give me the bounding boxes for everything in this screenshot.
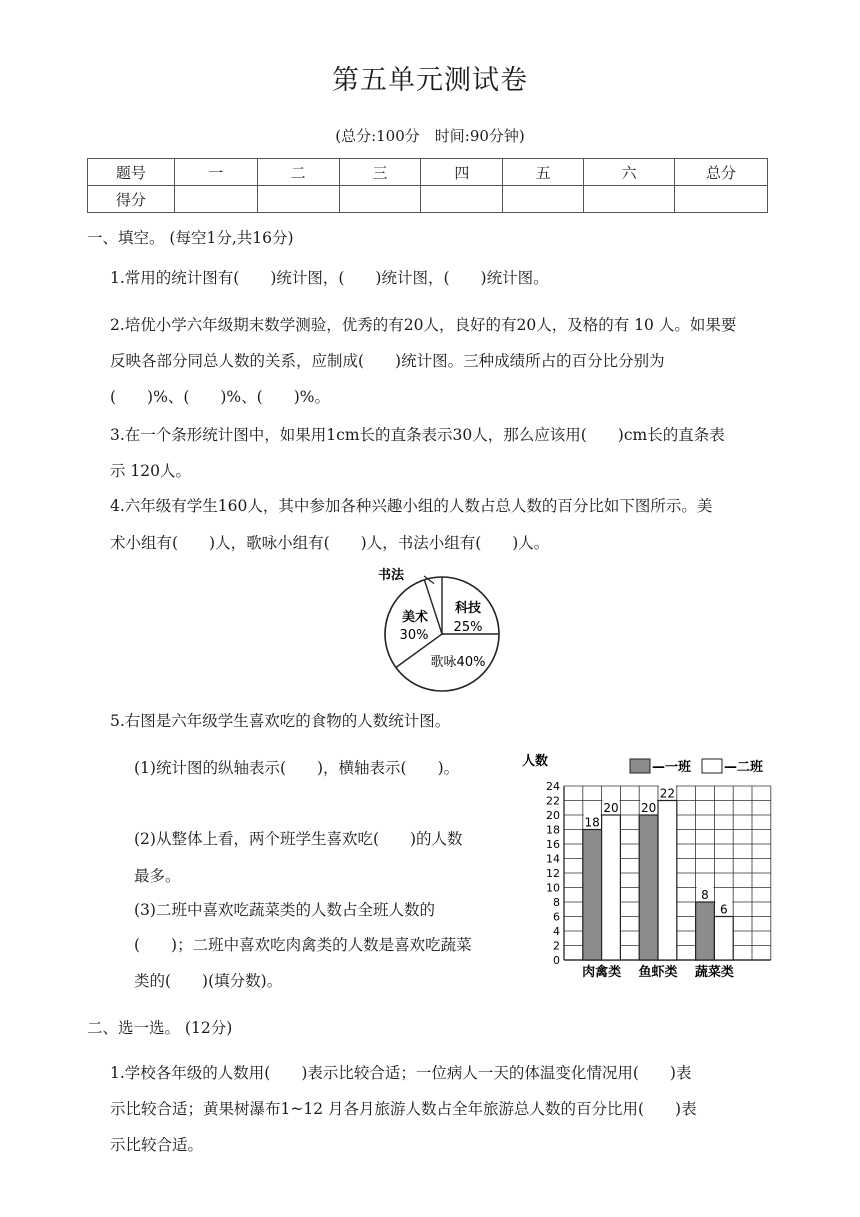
- question-1-4-line1: 4.六年级有学生160人，其中参加各种兴趣小组的人数占总人数的百分比如下图所示。美: [110, 497, 713, 515]
- bar-value-label: 6: [719, 902, 728, 917]
- y-tick-label: 2: [553, 939, 560, 953]
- header-cell: 五: [503, 159, 584, 186]
- x-category-label: 鱼虾类: [638, 965, 678, 980]
- question-1-5-2-line1: (2)从整体上看，两个班学生喜欢吃( )的人数: [134, 830, 463, 848]
- slice-label-geyong: 歌咏40%: [430, 655, 486, 670]
- y-tick-label: 4: [553, 925, 560, 938]
- section1-heading: 一、填空。 (每空1分,共16分): [87, 229, 294, 247]
- header-cell: 总分: [675, 159, 768, 186]
- question-2-1-line2: 示比较合适；黄果树瀑布1~12 月各月旅游人数占全年旅游总人数的百分比用( )表: [110, 1100, 697, 1118]
- score-cell[interactable]: [257, 186, 339, 213]
- question-1-5-1: (1)统计图的纵轴表示( )，横轴表示( )。: [134, 759, 460, 777]
- question-2-1-line3: 示比较合适。: [110, 1136, 204, 1154]
- score-table-score-row: [88, 186, 768, 213]
- legend-label-1: —一班: [652, 760, 692, 775]
- slice-label-shufa: 书法: [378, 568, 405, 583]
- question-1-4-line2: 术小组有( )人，歌咏小组有( )人，书法小组有( )人。: [110, 534, 550, 552]
- score-table-header-row: [88, 159, 768, 186]
- question-1-1: 1.常用的统计图有( )统计图，( )统计图，( )统计图。: [110, 269, 549, 287]
- legend-label-2: —二班: [724, 760, 764, 775]
- y-tick-label: 16: [546, 838, 560, 851]
- header-cell: 一: [174, 159, 257, 186]
- bar-2: [602, 815, 621, 960]
- score-cell[interactable]: [675, 186, 768, 213]
- score-cell[interactable]: [584, 186, 675, 213]
- question-1-5-3-line3: 类的( )(填分数)。: [134, 972, 283, 990]
- header-cell: 四: [421, 159, 503, 186]
- question-1-5-3-line2: ( )；二班中喜欢吃肉禽类的人数是喜欢吃蔬菜: [134, 936, 472, 954]
- question-1-2-line3: ( )%、( )%、( )%。: [110, 388, 330, 406]
- bar-2: [714, 917, 733, 961]
- y-tick-label: 12: [546, 867, 560, 880]
- x-category-label: 蔬菜类: [694, 965, 734, 980]
- bar-2: [658, 801, 677, 961]
- score-cell[interactable]: [421, 186, 503, 213]
- bar-value-label: 22: [659, 786, 676, 801]
- slice-value-keji: 25%: [453, 620, 483, 635]
- header-cell: 二: [257, 159, 339, 186]
- header-cell: 六: [584, 159, 675, 186]
- score-cell[interactable]: [339, 186, 421, 213]
- slice-value-meishu: 30%: [399, 628, 429, 643]
- question-1-2-line1: 2.培优小学六年级期末数学测验，优秀的有20人，良好的有20人，及格的有 10 人。如果要: [110, 316, 737, 334]
- question-1-5: 5.右图是六年级学生喜欢吃的食物的人数统计图。: [110, 712, 451, 730]
- question-1-5-2-line2: 最多。: [134, 867, 181, 885]
- question-2-1-line1: 1.学校各年级的人数用( )表示比较合适；一位病人一天的体温变化情况用( )表: [110, 1064, 692, 1082]
- y-tick-label: 0: [553, 954, 560, 967]
- y-tick-label: 14: [546, 852, 560, 866]
- bar-value-label: 20: [603, 801, 619, 815]
- score-table: [87, 158, 768, 213]
- header-cell: 题号: [88, 159, 175, 186]
- y-tick-label: 6: [553, 910, 560, 924]
- question-1-3-line2: 示 120人。: [110, 462, 192, 480]
- legend-swatch-2: [702, 759, 722, 773]
- bar-value-label: 8: [701, 888, 709, 902]
- score-cell[interactable]: [503, 186, 584, 213]
- bar-1: [639, 815, 658, 960]
- bar-1: [696, 902, 715, 960]
- question-1-5-3-line1: (3)二班中喜欢吃蔬菜类的人数占全班人数的: [134, 901, 435, 919]
- section2-heading: 二、选一选。 (12分): [87, 1019, 233, 1037]
- header-cell: 三: [339, 159, 421, 186]
- slice-label-meishu: 美术: [401, 610, 429, 625]
- page-title: 第五单元测试卷: [332, 65, 528, 96]
- y-tick-label: 10: [546, 881, 560, 895]
- bar-value-label: 20: [640, 801, 657, 815]
- y-tick-label: 22: [546, 794, 560, 808]
- y-tick-label: 18: [546, 823, 560, 837]
- y-axis-label: 人数: [522, 754, 549, 769]
- bar-value-label: 18: [584, 815, 600, 830]
- interest-group-pie-chart: [370, 562, 520, 697]
- food-preference-bar-chart: [518, 750, 780, 982]
- y-tick-label: 24: [546, 780, 560, 793]
- bar-1: [583, 830, 602, 961]
- y-tick-label: 20: [546, 809, 560, 822]
- slice-label-keji: 科技: [454, 601, 482, 616]
- x-category-label: 肉禽类: [582, 965, 622, 980]
- y-tick-label: 8: [553, 896, 560, 909]
- row-label: 得分: [88, 186, 175, 213]
- question-1-3-line1: 3.在一个条形统计图中，如果用1cm长的直条表示30人，那么应该用( )cm长的直条表: [110, 426, 725, 444]
- score-cell[interactable]: [174, 186, 257, 213]
- question-1-2-line2: 反映各部分同总人数的关系，应制成( )统计图。三种成绩所占的百分比分别为: [110, 352, 665, 370]
- legend-swatch-1: [630, 759, 650, 773]
- exam-info: (总分:100分 时间:90分钟): [335, 127, 525, 145]
